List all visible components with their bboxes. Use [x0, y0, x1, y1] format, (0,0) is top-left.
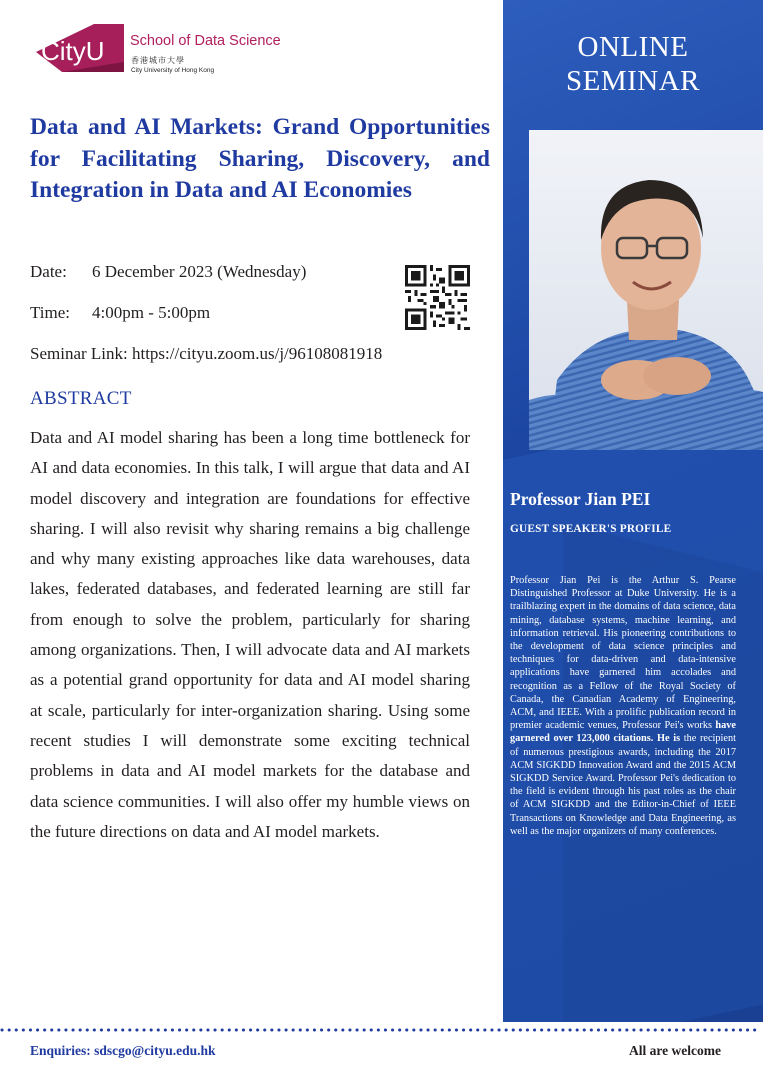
qr-code-icon: [405, 265, 470, 330]
footer-dotted-divider: [0, 1028, 763, 1032]
speaker-photo: [529, 130, 763, 450]
time-value: 4:00pm - 5:00pm: [92, 303, 211, 322]
university-name-chinese: 香港城市大學: [131, 56, 185, 65]
cityu-logo-mark: [32, 22, 127, 82]
date-line: [30, 262, 306, 282]
qr-code[interactable]: [405, 265, 470, 330]
bio-text: Professor Jian Pei is the Arthur S. Pearse Distinguished Professor at Duke University. He is a trailblazing expert in the domains of data science, data mining, database systems, machine learning, and information retrieval. His pioneering contributions to the development of data science principles and techniques for data-driven and data-intensive applications have garnered him accolades and recognition as a Fellow of the Royal Society of Canada, the Canadian Academy of Engineering, ACM, and IEEE. With a prolific publication record in premier academic venues, Professor Pei's works: [510, 575, 736, 732]
abstract-heading: ABSTRACT: [30, 388, 132, 409]
banner-line-1: ONLINE: [577, 31, 689, 63]
logo-wordmark: CityU: [41, 36, 105, 66]
speaker-name: Professor Jian PEI: [510, 489, 651, 509]
bio-text-bold: have garnered over 123,000 citations. He is: [510, 720, 736, 745]
speaker-portrait: [529, 130, 763, 450]
school-name: School of Data Science: [130, 33, 281, 49]
university-name-english: City University of Hong Kong: [131, 67, 215, 74]
date-value: 6 December 2023 (Wednesday): [92, 262, 307, 281]
banner-line-2: SEMINAR: [565, 65, 700, 97]
time-label: Time:: [30, 303, 71, 322]
online-seminar-banner: [503, 30, 763, 98]
link-label: Seminar Link:: [30, 344, 128, 363]
enquiries-contact[interactable]: Enquiries: sdscgo@cityu.edu.hk: [30, 1043, 216, 1058]
date-label: Date:: [30, 262, 67, 281]
talk-title: Data and AI Markets: Grand Opportunities for Facilitating Sharing, Discovery, and Integration in Data and AI Economies: [30, 114, 490, 203]
time-line: [30, 303, 210, 323]
seminar-link[interactable]: https://cityu.zoom.us/j/96108081918: [131, 344, 383, 363]
link-line: [30, 344, 382, 364]
abstract-body: Data and AI model sharing has been a long time bottleneck for AI and data economies. In this talk, I will argue that data and AI model discovery and integration are foundations for effective sharing. I will also revisit why sharing remains a big challenge and why many existing approaches like data warehouses, data lakes, federated databases, and federated learning are still far from enough to solve the problem, particularly for sharing among organizations. Then, I will advocate data and AI markets as a potential grand opportunity for data and AI model sharing at scale, particularly for inter-organization sharing. Using some recent studies I will demonstrate some exciting technical problems in data and AI model markets for the database and data science communities. I will also offer my humble views on the future directions on data and AI model markets.: [30, 428, 470, 841]
speaker-bio: [510, 574, 736, 838]
all-welcome-note: All are welcome: [629, 1043, 721, 1058]
bio-text: the recipient of numerous prestigious awards, including the 2017 ACM SIGKDD Innovation Award and the 2015 ACM SIGKDD Service Award. Professor Pei's dedication to the field is evident through his past roles as the chair of ACM SIGKDD and the Editor-in-Chief of IEEE Transactions on Knowledge and Data Engineering, as well as the major organizers of many conferences.: [510, 733, 736, 837]
speaker-profile-label: GUEST SPEAKER'S PROFILE: [510, 523, 672, 535]
